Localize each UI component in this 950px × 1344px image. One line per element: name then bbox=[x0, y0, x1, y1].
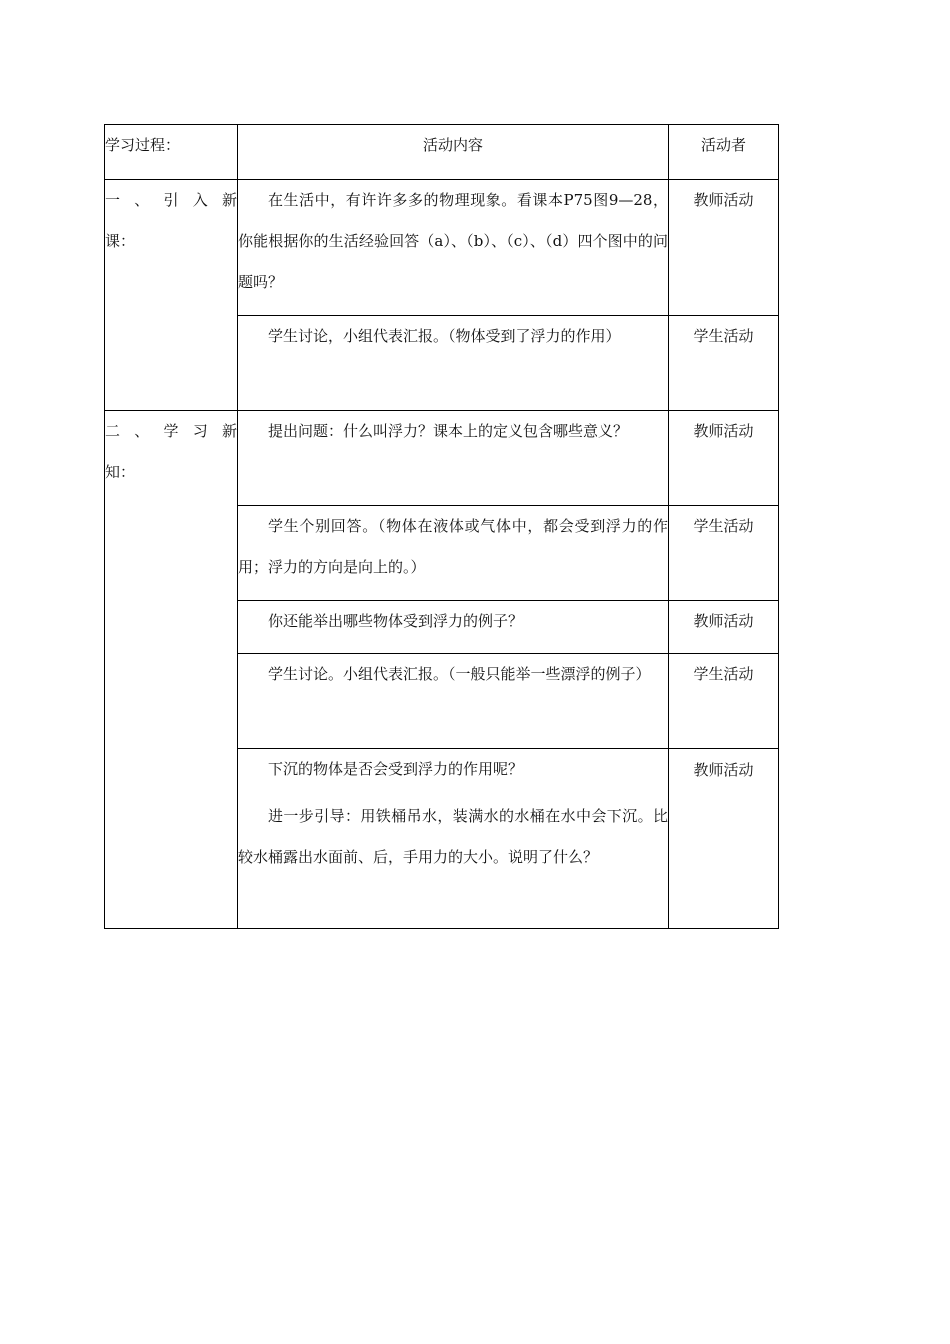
content-paragraph: 进一步引导：用铁桶吊水，装满水的水桶在水中会下沉。比较水桶露出水面前、后，手用力的大小。说明了什么？ bbox=[238, 807, 668, 866]
stage-char: 二 bbox=[105, 422, 121, 440]
stage-label-line bbox=[105, 180, 237, 221]
stage-char: 、 bbox=[134, 191, 150, 209]
stage-label-line bbox=[105, 411, 237, 452]
stage-char: 新 bbox=[221, 422, 237, 440]
stage-label-tail: 知： bbox=[105, 463, 136, 481]
header-actor: 活动者 bbox=[669, 125, 779, 180]
actor-cell: 学生活动 bbox=[669, 654, 779, 749]
content-paragraph: 下沉的物体是否会受到浮力的作用呢？ bbox=[268, 760, 524, 778]
content-cell bbox=[238, 654, 669, 749]
lesson-activity-table bbox=[104, 124, 779, 929]
actor-cell: 教师活动 bbox=[669, 411, 779, 506]
content-cell bbox=[238, 411, 669, 506]
header-stage: 学习过程： bbox=[105, 125, 238, 180]
actor-cell: 学生活动 bbox=[669, 506, 779, 601]
actor-cell: 教师活动 bbox=[669, 749, 779, 929]
stage-char: 学 bbox=[163, 422, 179, 440]
stage-cell-intro bbox=[105, 180, 238, 411]
header-content: 活动内容 bbox=[238, 125, 669, 180]
stage-char: 新 bbox=[221, 191, 237, 209]
stage-char: 习 bbox=[192, 422, 208, 440]
stage-char: 、 bbox=[134, 422, 150, 440]
table-row bbox=[105, 180, 779, 316]
actor-cell: 教师活动 bbox=[669, 601, 779, 654]
stage-char: 引 bbox=[163, 191, 179, 209]
content-cell bbox=[238, 749, 669, 929]
stage-cell-new-knowledge bbox=[105, 411, 238, 929]
content-paragraph: 在生活中，有许许多多的物理现象。看课本P75图9—28，你能根据你的生活经验回答（a）、（b）、（c）、（d）四个图中的问题吗？ bbox=[238, 191, 668, 291]
table-header-row bbox=[105, 125, 779, 180]
content-paragraph: 学生个别回答。（物体在液体或气体中，都会受到浮力的作用；浮力的方向是向上的。） bbox=[238, 517, 668, 576]
actor-cell: 教师活动 bbox=[669, 180, 779, 316]
content-paragraph: 提出问题：什么叫浮力？课本上的定义包含哪些意义？ bbox=[268, 422, 629, 440]
actor-cell: 学生活动 bbox=[669, 316, 779, 411]
content-cell bbox=[238, 316, 669, 411]
content-cell bbox=[238, 506, 669, 601]
content-cell bbox=[238, 601, 669, 654]
content-cell bbox=[238, 180, 669, 316]
content-paragraph: 学生讨论。小组代表汇报。（一般只能举一些漂浮的例子） bbox=[268, 665, 651, 683]
content-paragraph: 学生讨论，小组代表汇报。（物体受到了浮力的作用） bbox=[268, 327, 621, 345]
stage-label-tail: 课： bbox=[105, 232, 136, 250]
stage-char: 一 bbox=[105, 191, 121, 209]
table-row bbox=[105, 411, 779, 506]
content-paragraph: 你还能举出哪些物体受到浮力的例子？ bbox=[268, 612, 524, 630]
stage-char: 入 bbox=[192, 191, 208, 209]
